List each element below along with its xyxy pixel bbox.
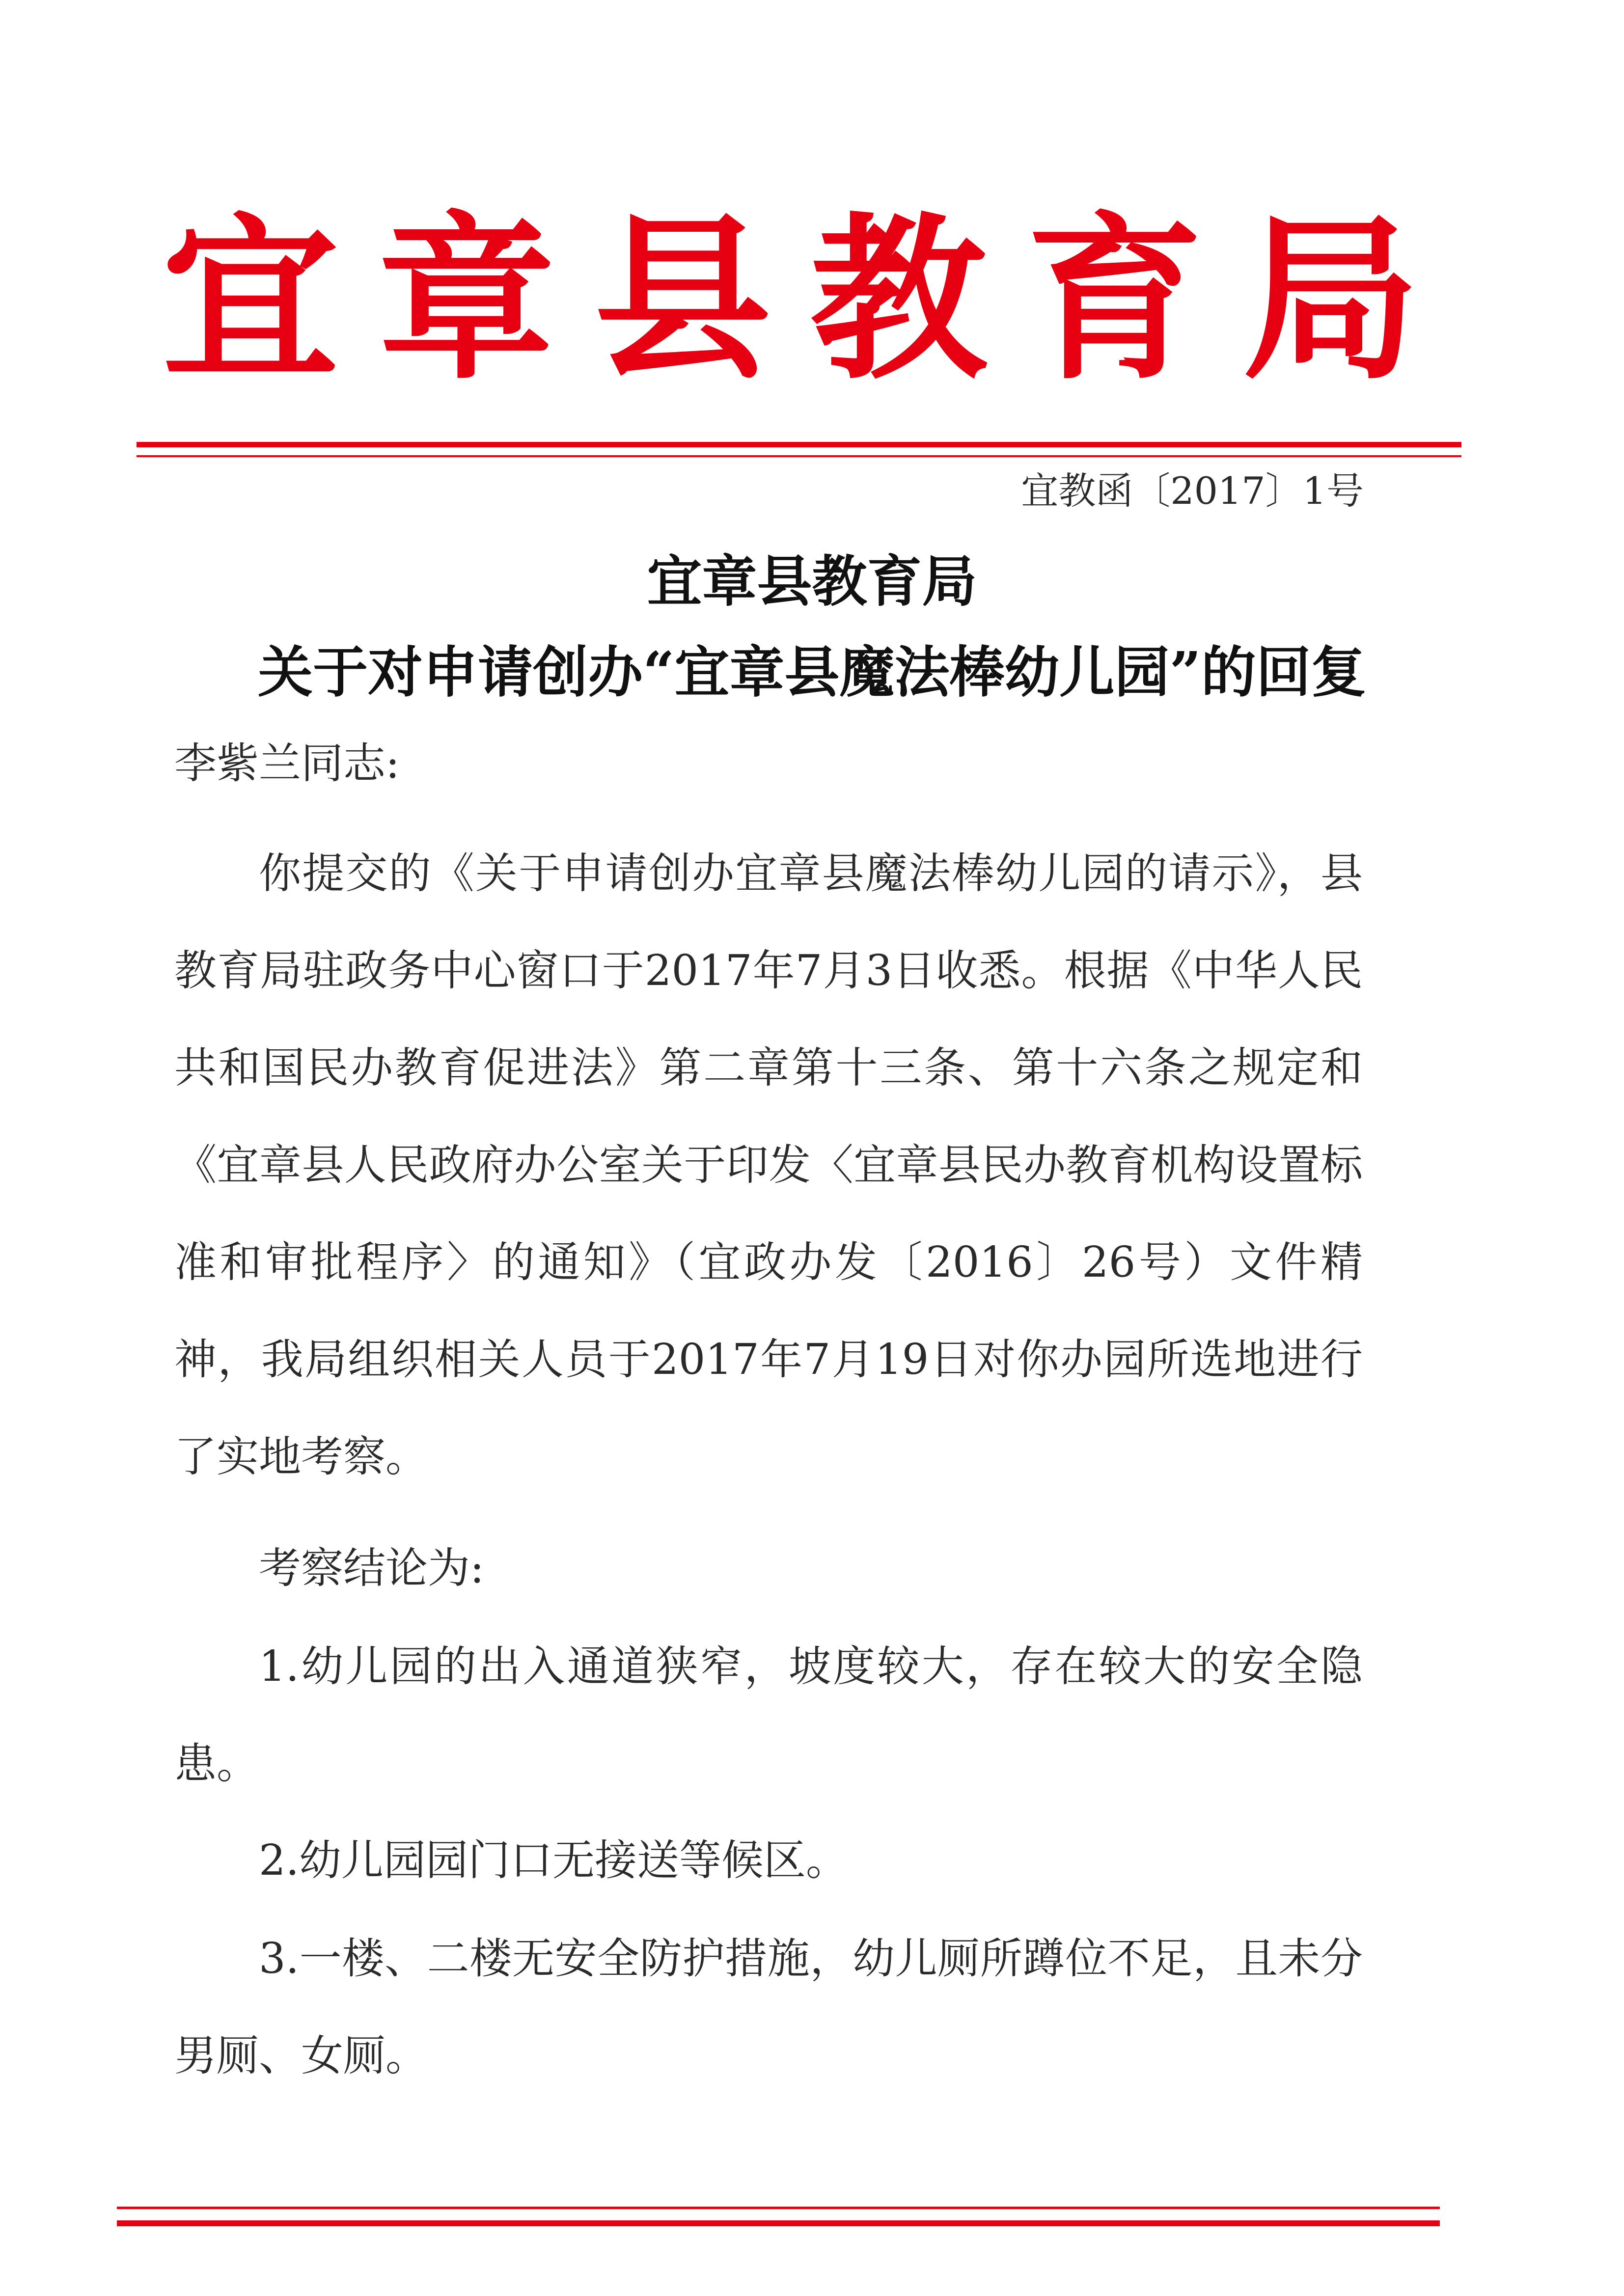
masthead-char: 宜 (162, 195, 339, 403)
salutation: 李紫兰同志: (174, 739, 400, 788)
masthead-char: 县 (594, 195, 771, 403)
body-paragraph: 2.幼儿园园门口无接送等候区。 (259, 1836, 849, 1885)
footer-divider-thick (117, 2220, 1440, 2226)
body-paragraph: 3.一楼、二楼无安全防护措施，幼儿厕所蹲位不足，且未分男厕、女厕。 (174, 1934, 1363, 2080)
title-line-2: 关于对申请创办“宜章县魔法棒幼儿园”的回复 (258, 640, 1366, 705)
masthead-char: 局 (1242, 195, 1419, 403)
masthead-char: 教 (810, 195, 987, 403)
title-line-1: 宜章县教育局 (647, 549, 977, 614)
document-number: 宜教函〔2017〕1号 (1021, 469, 1364, 513)
masthead-char: 章 (378, 195, 555, 403)
masthead-char: 育 (1026, 195, 1203, 403)
header-divider-thin (137, 455, 1461, 457)
body-paragraph: 考察结论为: (259, 1544, 484, 1593)
body-paragraph: 你提交的《关于申请创办宜章县魔法棒幼儿园的请示》，县教育局驻政务中心窗口于2017年7月3日收悉。根据《中华人民共和国民办教育促进法》第二章第十三条、第十六条之规定和《宜章县人民政府办公室关于印发〈宜章县民办教育机构设置标准和审批程序〉的通知》（宜政办发〔2016〕26号）文件精神，我局组织相关人员于2017年7月19日对你办园所选地进行了实地考察。 (174, 849, 1363, 1481)
footer-divider-thin (117, 2207, 1440, 2209)
body-paragraph: 1.幼儿园的出入通道狭窄，坡度较大，存在较大的安全隐患。 (174, 1642, 1363, 1788)
header-divider-thick (137, 442, 1461, 447)
masthead-org-name (162, 196, 1419, 403)
